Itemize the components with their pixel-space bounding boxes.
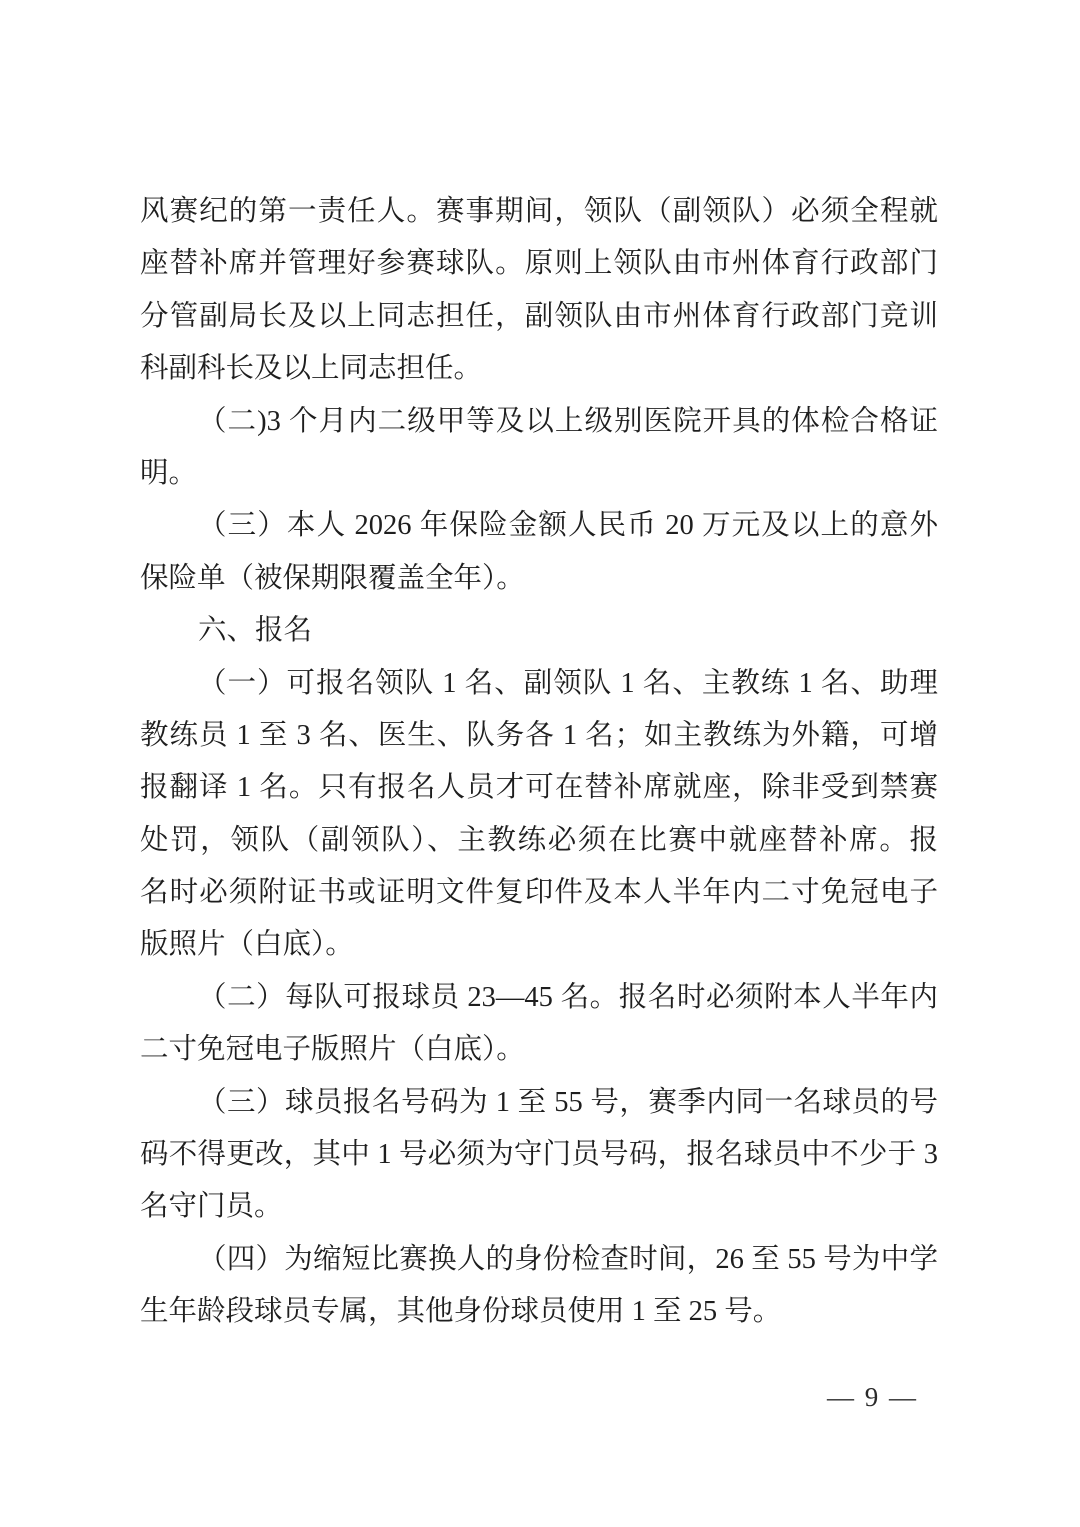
text-line: （三）球员报名号码为 1 至 55 号，赛季内同一名球员的号: [198, 1086, 938, 1118]
text-line: （一）可报名领队 1 名、副领队 1 名、主教练 1 名、助理: [198, 667, 938, 699]
text-line: 六、报名: [198, 615, 313, 647]
text-line: （三）本人 2026 年保险金额人民币 20 万元及以上的意外: [198, 510, 938, 542]
text-line: 名守门员。: [140, 1191, 283, 1223]
text-line: 名时必须附证书或证明文件复印件及本人半年内二寸免冠电子: [140, 877, 938, 909]
text-line: 座替补席并管理好参赛球队。原则上领队由市州体育行政部门: [140, 248, 938, 280]
text-line: 分管副局长及以上同志担任，副领队由市州体育行政部门竞训: [140, 300, 938, 332]
text-line: 二寸免冠电子版照片（白底）。: [140, 1034, 525, 1066]
text-line: （四）为缩短比赛换人的身份检查时间，26 至 55 号为中学: [198, 1243, 938, 1275]
text-line: 保险单（被保期限覆盖全年）。: [140, 562, 525, 594]
text-line: （二）每队可报球员 23—45 名。报名时必须附本人半年内: [198, 981, 938, 1013]
text-line: 明。: [140, 457, 198, 489]
text-line: （二)3 个月内二级甲等及以上级别医院开具的体检合格证: [198, 405, 938, 437]
text-line: 科副科长及以上同志担任。: [140, 353, 483, 385]
text-line: 报翻译 1 名。只有报名人员才可在替补席就座，除非受到禁赛: [140, 772, 938, 804]
text-line: 教练员 1 至 3 名、医生、队务各 1 名；如主教练为外籍，可增: [140, 719, 938, 751]
footer-page-number: — 9 —: [827, 1382, 918, 1412]
text-line: 码不得更改，其中 1 号必须为守门员号码，报名球员中不少于 3: [140, 1139, 938, 1171]
text-block: [140, 186, 938, 1339]
text-line: 风赛纪的第一责任人。赛事期间，领队（副领队）必须全程就: [140, 196, 938, 227]
text-line: 生年龄段球员专属，其他身份球员使用 1 至 25 号。: [140, 1296, 782, 1328]
text-line: 版照片（白底）。: [140, 929, 354, 961]
text-line: 处罚，领队（副领队）、主教练必须在比赛中就座替补席。报: [140, 824, 938, 856]
